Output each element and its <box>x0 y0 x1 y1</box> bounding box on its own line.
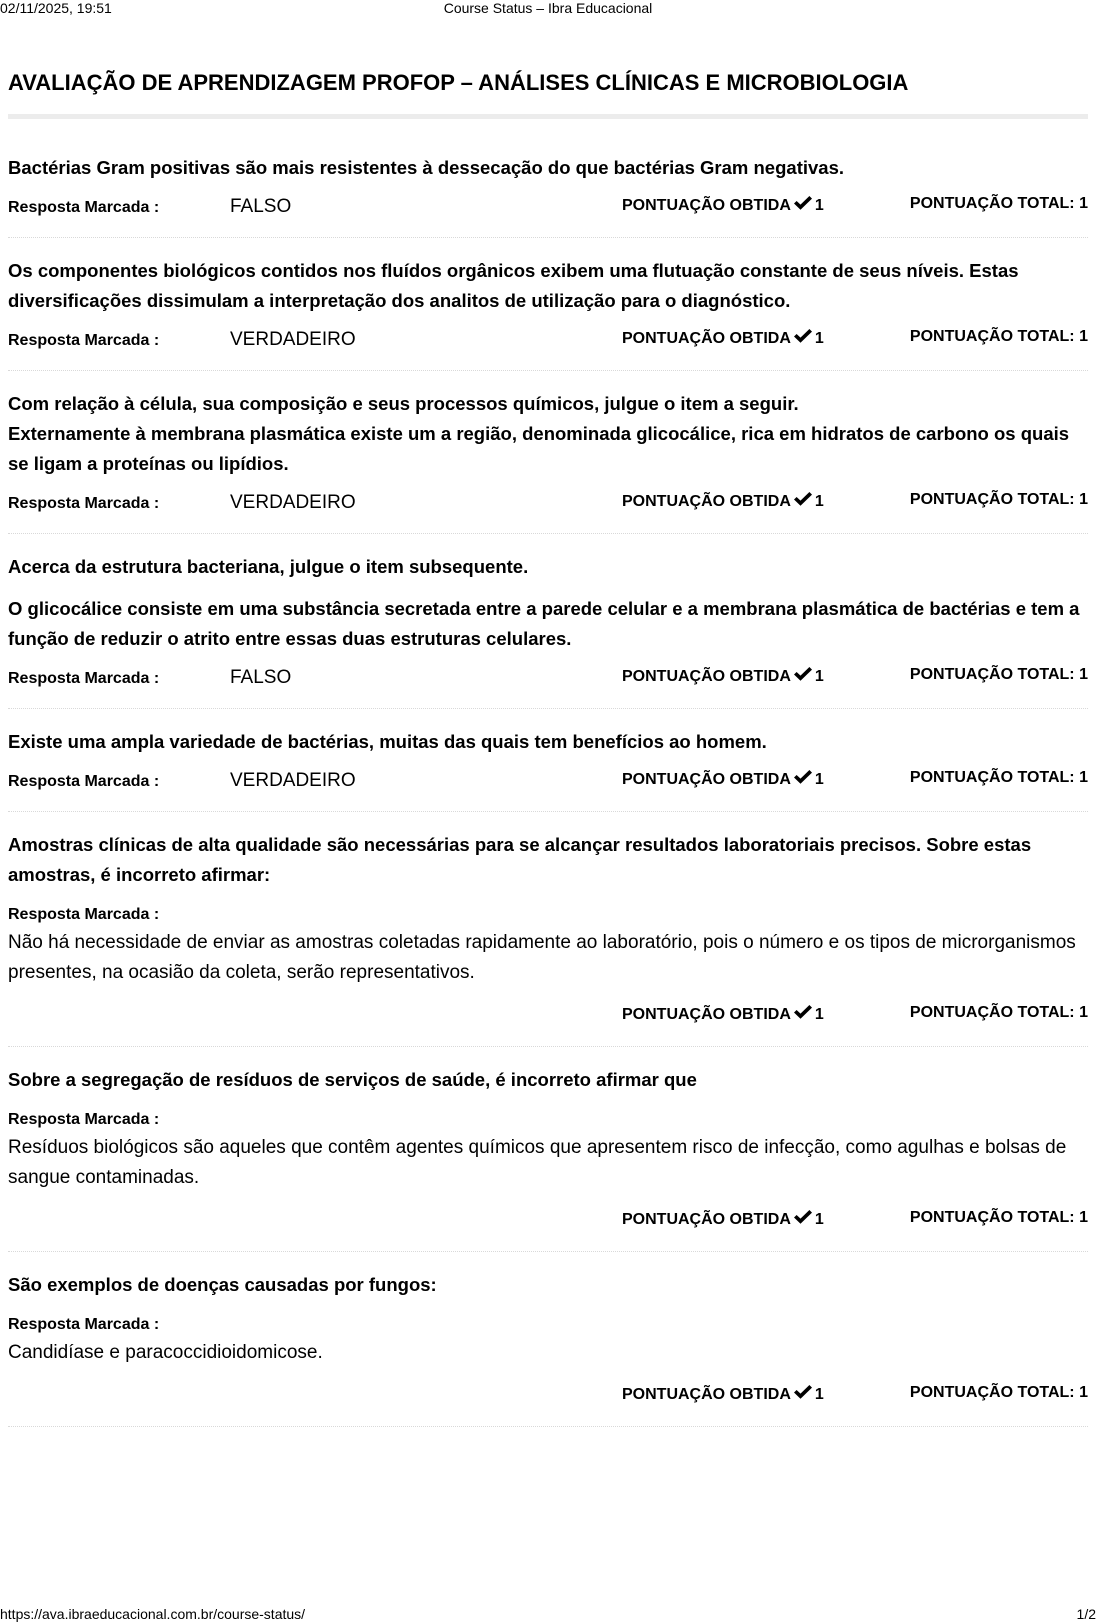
question-item <box>8 1065 1088 1252</box>
answer-value: Candidíase e paracoccidioidomicose. <box>8 1342 323 1363</box>
score-total-value: 1 <box>1079 328 1088 345</box>
answer-label: Resposta Marcada : <box>8 495 160 512</box>
score-total <box>910 1004 1088 1022</box>
score-total-value: 1 <box>1079 1384 1088 1401</box>
score-total <box>910 491 1088 509</box>
score-total-label: PONTUAÇÃO TOTAL: <box>909 666 1075 683</box>
score-obtained-label: PONTUAÇÃO OBTIDA <box>622 1211 791 1228</box>
score-obtained <box>622 1209 824 1229</box>
print-doc-title: Course Status – Ibra Educacional <box>443 0 653 16</box>
score-total <box>910 1384 1088 1402</box>
question-text: Os componentes biológicos contidos nos fluídos orgânicos exibem uma flutuação constante de seus níveis. Estas diversificações dissimulam a interpretação dos analitos de utilização para o diagnóstico. <box>8 260 1019 311</box>
answer-label: Resposta Marcada : <box>8 199 160 216</box>
score-obtained-value: 1 <box>814 1211 824 1228</box>
score-obtained-value: 1 <box>814 771 824 788</box>
answer-row <box>8 487 1088 521</box>
score-obtained-value: 1 <box>814 493 824 510</box>
question-item <box>8 389 1088 534</box>
answer-value: VERDADEIRO <box>230 492 356 513</box>
page-title: AVALIAÇÃO DE APRENDIZAGEM PROFOP – ANÁLISES CLÍNICAS E MICROBIOLOGIA <box>8 66 1088 119</box>
score-total <box>910 195 1088 213</box>
score-obtained-value: 1 <box>814 1386 824 1403</box>
score-obtained <box>622 195 824 215</box>
answer-row <box>8 191 1088 225</box>
answer-value: VERDADEIRO <box>230 770 356 791</box>
question-text: Amostras clínicas de alta qualidade são necessárias para se alcançar resultados laboratoriais precisos. Sobre estas amostras, é incorreto afirmar: <box>8 834 1032 885</box>
score-total <box>910 1209 1088 1227</box>
score-total <box>910 328 1088 346</box>
score-obtained-label: PONTUAÇÃO OBTIDA <box>622 330 791 347</box>
score-obtained <box>622 1384 824 1404</box>
question-text: Acerca da estrutura bacteriana, julgue o item subsequente. <box>8 556 529 577</box>
score-obtained-label: PONTUAÇÃO OBTIDA <box>622 1386 791 1403</box>
answer-value: Não há necessidade de enviar as amostras coletadas rapidamente ao laboratório, pois o número e os tipos de microrganismos presentes, na ocasião da coleta, serão representativos. <box>8 932 1076 983</box>
check-icon <box>793 1004 813 1020</box>
score-obtained-value: 1 <box>814 668 824 685</box>
question-item <box>8 727 1088 812</box>
score-total-value: 1 <box>1079 1004 1088 1021</box>
question-item <box>8 552 1088 709</box>
answer-label: Resposta Marcada : <box>8 332 160 349</box>
question-item <box>8 256 1088 371</box>
print-page-number: 1/2 <box>1076 1606 1096 1622</box>
question-text: Bactérias Gram positivas são mais resistentes à dessecação do que bactérias Gram negativas. <box>8 157 844 178</box>
print-footer <box>0 1606 1096 1624</box>
question-text: Existe uma ampla variedade de bactérias, muitas das quais tem benefícios ao homem. <box>8 731 767 752</box>
score-obtained-label: PONTUAÇÃO OBTIDA <box>622 668 791 685</box>
score-row <box>8 1000 1088 1034</box>
score-obtained <box>622 769 824 789</box>
score-total <box>910 769 1088 787</box>
check-icon <box>793 1209 813 1225</box>
answer-label: Resposta Marcada : <box>8 670 160 687</box>
answer-row <box>8 324 1088 358</box>
score-total-label: PONTUAÇÃO TOTAL: <box>909 1004 1075 1021</box>
score-obtained-label: PONTUAÇÃO OBTIDA <box>622 197 791 214</box>
answer-label: Resposta Marcada : <box>8 906 160 923</box>
print-datetime: 02/11/2025, 19:51 <box>0 0 112 16</box>
question-item <box>8 153 1088 238</box>
check-icon <box>793 769 813 785</box>
course-status-content <box>8 66 1088 1445</box>
answer-value: FALSO <box>230 667 292 688</box>
check-icon <box>793 666 813 682</box>
check-icon <box>793 328 813 344</box>
score-total-value: 1 <box>1079 1209 1088 1226</box>
score-row <box>8 1205 1088 1239</box>
question-subtext: O glicocálice consiste em uma substância secretada entre a parede celular e a membrana plasmática de bactérias e tem a função de reduzir o atrito entre essas duas estruturas celulares. <box>8 598 1080 649</box>
score-obtained <box>622 666 824 686</box>
answer-row <box>8 662 1088 696</box>
answer-value: Resíduos biológicos são aqueles que contêm agentes químicos que apresentem risco de infecção, como agulhas e bolsas de sangue contaminadas. <box>8 1137 1067 1188</box>
score-total <box>910 666 1088 684</box>
answer-label: Resposta Marcada : <box>8 1111 160 1128</box>
print-url: https://ava.ibraeducacional.com.br/course-status/ <box>0 1606 306 1622</box>
score-obtained-label: PONTUAÇÃO OBTIDA <box>622 771 791 788</box>
score-total-value: 1 <box>1079 666 1088 683</box>
score-total-value: 1 <box>1079 491 1088 508</box>
score-obtained-value: 1 <box>814 1006 824 1023</box>
answer-value: FALSO <box>230 196 292 217</box>
answer-label: Resposta Marcada : <box>8 1316 160 1333</box>
score-obtained <box>622 328 824 348</box>
score-total-value: 1 <box>1079 195 1088 212</box>
answer-label: Resposta Marcada : <box>8 773 160 790</box>
score-total-label: PONTUAÇÃO TOTAL: <box>909 769 1075 786</box>
question-text: Sobre a segregação de resíduos de serviços de saúde, é incorreto afirmar que <box>8 1069 697 1090</box>
question-item <box>8 1270 1088 1427</box>
score-total-label: PONTUAÇÃO TOTAL: <box>909 491 1075 508</box>
score-obtained <box>622 1004 824 1024</box>
question-text: São exemplos de doenças causadas por fungos: <box>8 1274 437 1295</box>
score-obtained-value: 1 <box>814 197 824 214</box>
check-icon <box>793 491 813 507</box>
check-icon <box>793 1384 813 1400</box>
score-row <box>8 1380 1088 1414</box>
score-total-label: PONTUAÇÃO TOTAL: <box>909 1209 1075 1226</box>
score-obtained-label: PONTUAÇÃO OBTIDA <box>622 1006 791 1023</box>
score-total-label: PONTUAÇÃO TOTAL: <box>909 328 1075 345</box>
score-obtained-label: PONTUAÇÃO OBTIDA <box>622 493 791 510</box>
score-obtained <box>622 491 824 511</box>
score-obtained-value: 1 <box>814 330 824 347</box>
question-item <box>8 830 1088 1047</box>
question-text: Com relação à célula, sua composição e seus processos químicos, julgue o item a seguir. Externamente à membrana plasmática existe um a região, denominada glicocálice, rica em hidratos de carbono os quais se ligam a proteínas ou lipídios. <box>8 393 1070 474</box>
score-total-value: 1 <box>1079 769 1088 786</box>
check-icon <box>793 195 813 211</box>
answer-value: VERDADEIRO <box>230 329 356 350</box>
answer-row <box>8 765 1088 799</box>
print-header <box>0 0 1096 20</box>
question-list <box>8 153 1088 1427</box>
score-total-label: PONTUAÇÃO TOTAL: <box>909 1384 1075 1401</box>
score-total-label: PONTUAÇÃO TOTAL: <box>909 195 1075 212</box>
